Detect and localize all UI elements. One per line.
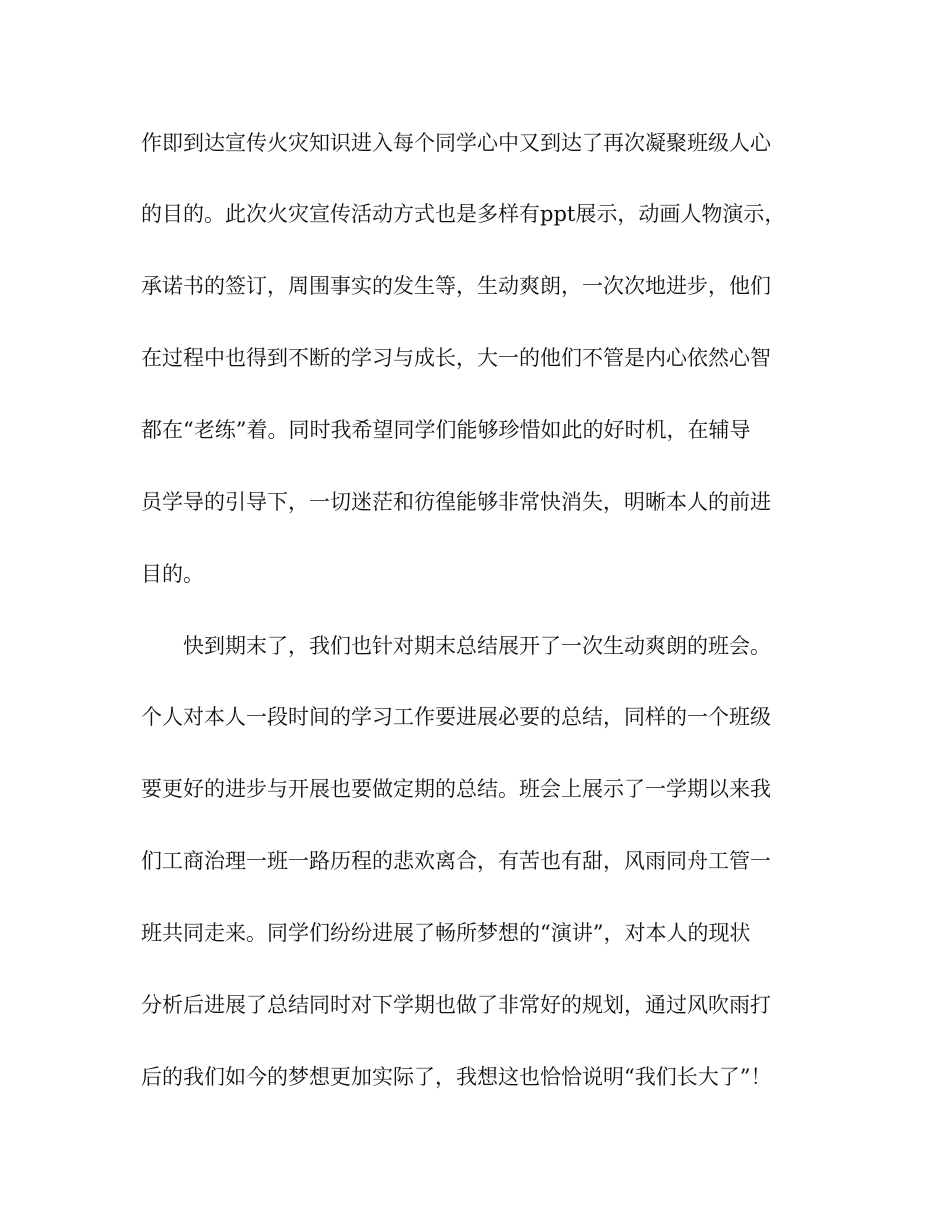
paragraph-first-line: 快到期末了，我们也针对期末总结展开了一次生动爽朗的班会。 <box>141 634 771 658</box>
text-line: 班共同走来。同学们纷纷进展了畅所梦想的“演讲”，对本人的现状 <box>141 921 751 945</box>
text-line: 们工商治理一班一路历程的悲欢离合，有苦也有甜，风雨同舟工管一 <box>141 849 771 873</box>
text-line: 后的我们如今的梦想更加实际了，我想这也恰恰说明“我们长大了”！ <box>141 1065 772 1089</box>
text-line: 都在“老练”着。同时我希望同学们能够珍惜如此的好时机，在辅导 <box>141 418 751 442</box>
text-line: 的目的。此次火灾宣传活动方式也是多样有ppt展示，动画人物演示， <box>141 202 786 226</box>
text-line: 员学导的引导下，一切迷茫和彷徨能够非常快消失，明晰本人的前进 <box>141 490 771 514</box>
text-line: 要更好的进步与开展也要做定期的总结。班会上展示了一学期以来我 <box>141 777 771 801</box>
text-line: 分析后进展了总结同时对下学期也做了非常好的规划，通过风吹雨打 <box>141 993 771 1017</box>
text-line: 目的。 <box>141 562 204 586</box>
text-line: 承诺书的签订，周围事实的发生等，生动爽朗，一次次地进步，他们 <box>141 274 771 298</box>
text-line: 在过程中也得到不断的学习与成长，大一的他们不管是内心依然心智 <box>141 346 771 370</box>
text-line: 个人对本人一段时间的学习工作要进展必要的总结，同样的一个班级 <box>141 705 771 729</box>
text-line: 作即到达宣传火灾知识进入每个同学心中又到达了再次凝聚班级人心 <box>141 131 771 155</box>
